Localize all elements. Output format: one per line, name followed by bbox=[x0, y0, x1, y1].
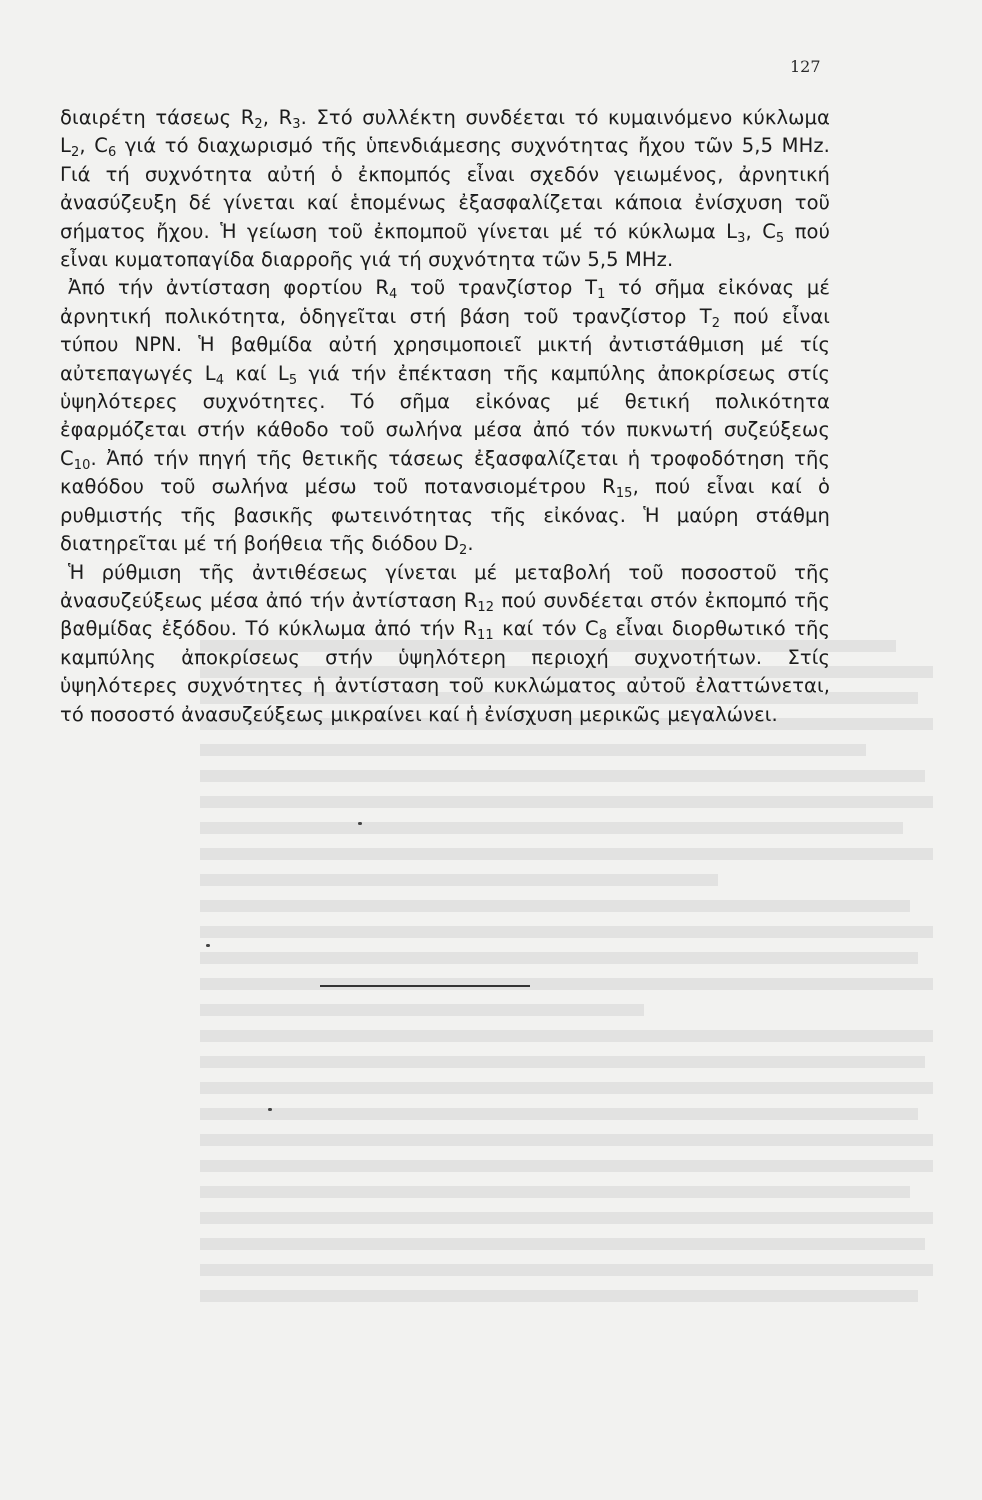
subscript: 11 bbox=[476, 628, 494, 644]
subscript: 3 bbox=[737, 230, 746, 246]
subscript: 8 bbox=[598, 628, 608, 644]
subscript: 2 bbox=[711, 315, 721, 331]
subscript: 4 bbox=[389, 287, 398, 303]
subscript: 5 bbox=[288, 372, 298, 388]
subscript: 3 bbox=[292, 117, 301, 132]
page-number: 127 bbox=[790, 57, 821, 76]
subscript: 5 bbox=[775, 230, 785, 246]
subscript: 1 bbox=[597, 287, 606, 303]
subscript: 15 bbox=[615, 486, 633, 502]
subscript: 6 bbox=[107, 145, 117, 161]
subscript: 10 bbox=[73, 457, 91, 473]
subscript: 4 bbox=[215, 372, 225, 388]
paragraph: Ἡ ρύθμιση τῆς ἀντιθέσεως γίνεται μέ μεταβολή τοῦ ποσοστοῦ τῆς ἀνασυζεύξεως μέσα ἀπό τήν ἀντίσταση $R_{12}$ πού συνδέεται στόν ἐκπομπό τῆς βαθμίδας ἐξόδου. Τό κύκλωμα ἀπό τήν $R_{11}$ καί τόν $C_8$ εἶναι διορθωτικό τῆς καμπύλης ἀποκρίσεως στήν ὑψηλότερη περιοχή συχνοτήτων. Στίς ὑψηλότερες συχνότητες ἡ ἀντίσταση τοῦ κυκλώματος αὐτοῦ ἐλαττώνεται, τό ποσοστό ἀνασυζεύξεως μικραίνει καί ἡ ἐνίσχυση μερικῶς μεγαλώνει. bbox=[60, 560, 830, 726]
subscript: 12 bbox=[477, 599, 495, 615]
section-divider bbox=[320, 985, 530, 987]
bleed-through-text bbox=[200, 640, 940, 1340]
body-text bbox=[60, 104, 830, 729]
subscript: 2 bbox=[254, 117, 263, 132]
speck bbox=[358, 822, 362, 825]
subscript: 2 bbox=[70, 145, 80, 161]
paragraph: Ἀπό τήν ἀντίσταση φορτίου $R_4$ τοῦ τρανζίστορ $T_1$ τό σῆμα εἰκόνας μέ ἀρνητική πολικότητα, ὁδηγεῖται στή βάση τοῦ τρανζίστορ $T_2$ πού εἶναι τύπου NPN. Ἡ βαθμίδα αὐτή χρησιμοποιεῖ μικτή ἀντιστάθμιση μέ τίς αὐτεπαγωγές $L_4$ καί $L_5$ γιά τήν ἐπέκταση τῆς καμπύλης ἀποκρίσεως στίς ὑψηλότερες συχνότητες. Τό σῆμα εἰκόνας μέ θετική πολικότητα ἐφαρμόζεται στήν κάθοδο τοῦ σωλήνα μέσα ἀπό τόν πυκνωτή συζεύξεως $C_{10}$. Ἀπό τήν πηγή τῆς θετικῆς τάσεως ἐξασφαλίζεται ἡ τροφοδότηση τῆς καθόδου τοῦ σωλήνα μέσω τοῦ ποτανσιομέτρου $R_{15}$, πού εἶναι καί ὁ ρυθμιστής τῆς βασικῆς φωτεινότητας τῆς εἰκόνας. Ἡ μαύρη στάθμη διατηρεῖται μέ τή βοήθεια τῆς διόδου $D_2$. bbox=[60, 276, 831, 559]
subscript: 2 bbox=[459, 543, 468, 559]
speck bbox=[206, 944, 210, 947]
speck bbox=[268, 1108, 272, 1111]
paragraph: διαιρέτη τάσεως $R_2$, $R_3$. Στό συλλέκτη συνδέεται τό κυμαινόμενο κύκλωμα $L_2$, $C_6$ γιά τό διαχωρισμό τῆς ὑπενδιάμεσης συχνότητας ἤχου τῶν 5,5 MHz. Γιά τή συχνότητα αὐτή ὁ ἐκπομπός εἶναι σχεδόν γειωμένος, ἀρνητική ἀνασύζευξη δέ γίνεται καί ἑπομένως ἐξασφαλίζεται κάποια ἐνίσχυση τοῦ σήματος ἤχου. Ἡ γείωση τοῦ ἐκπομποῦ γίνεται μέ τό κύκλωμα $L_3$, $C_5$ πού εἶναι κυματοπαγίδα διαρροῆς γιά τή συχνότητα τῶν 5,5 MHz. bbox=[60, 106, 830, 272]
